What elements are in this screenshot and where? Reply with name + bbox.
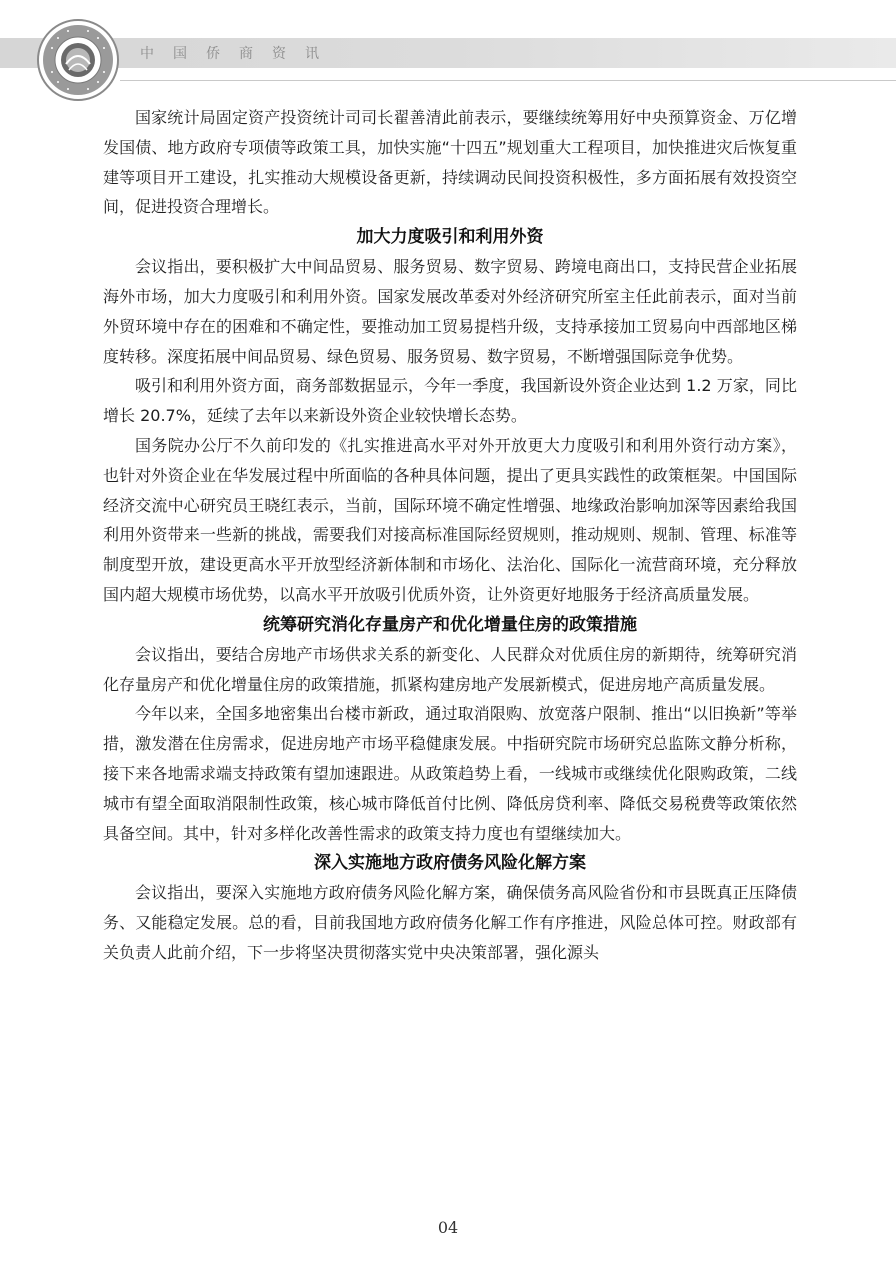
paragraph: 吸引和利用外资方面，商务部数据显示，今年一季度，我国新设外资企业达到 1.2 万家，同比增长 20.7%，延续了去年以来新设外资企业较快增长态势。 <box>103 376 797 426</box>
paragraph: 会议指出，要深入实施地方政府债务风险化解方案，确保债务高风险省份和市县既真正压降债务、又能稳定发展。总的看，目前我国地方政府债务化解工作有序推进，风险总体可控。财政部有关负责人此前介绍，下一步将坚决贯彻落实党中央决策部署，强化源头 <box>103 883 797 962</box>
section-heading: 统筹研究消化存量房产和优化增量住房的政策措施 <box>263 614 637 635</box>
article-body <box>103 103 797 968</box>
paragraph: 国务院办公厅不久前印发的《扎实推进高水平对外开放更大力度吸引和利用外资行动方案》，也针对外资企业在华发展过程中所面临的各种具体问题，提出了更具实践性的政策框架。中国国际经济交流中心研究员王晓红表示，当前，国际环境不确定性增强、地缘政治影响加深等因素给我国利用外资带来一些新的挑战，需要我们对接高标准国际经贸规则，推动规则、规制、管理、标准等制度型开放，建设更高水平开放型经济新体制和市场化、法治化、国际化一流营商环境，充分释放国内超大规模市场优势，以高水平开放吸引优质外资，让外资更好地服务于经济高质量发展。 <box>103 435 797 604</box>
paragraph: 今年以来，全国多地密集出台楼市新政，通过取消限购、放宽落户限制、推出“以旧换新”等举措，激发潜在住房需求，促进房地产市场平稳健康发展。中指研究院市场研究总监陈文静分析称，接下来各地需求端支持政策有望加速跟进。从政策趋势上看，一线城市或继续优化限购政策，二线城市有望全面取消限制性政策，核心城市降低首付比例、降低房贷利率、降低交易税费等政策依然具备空间。其中，针对多样化改善性需求的政策支持力度也有望继续加大。 <box>103 704 797 843</box>
header-band <box>0 38 896 68</box>
paragraph: 会议指出，要积极扩大中间品贸易、服务贸易、数字贸易、跨境电商出口，支持民营企业拓展海外市场，加大力度吸引和利用外资。国家发展改革委对外经济研究所室主任此前表示，面对当前外贸环境中存在的困难和不确定性，要推动加工贸易提档升级，支持承接加工贸易向中西部地区梯度转移。深度拓展中间品贸易、绿色贸易、服务贸易、数字贸易，不断增强国际竞争优势。 <box>103 257 797 366</box>
section-heading: 深入实施地方政府债务风险化解方案 <box>314 853 586 874</box>
seal-logo-icon <box>36 18 120 102</box>
section-heading: 加大力度吸引和利用外资 <box>356 227 544 248</box>
paragraph: 国家统计局固定资产投资统计司司长翟善清此前表示，要继续统筹用好中央预算资金、万亿增发国债、地方政府专项债等政策工具，加快实施“十四五”规划重大工程项目，加快推进灾后恢复重建等项目开工建设，扎实推动大规模设备更新，持续调动民间投资积极性，多方面拓展有效投资空间，促进投资合理增长。 <box>103 108 797 217</box>
page-number: 04 <box>437 1218 459 1237</box>
paragraph: 会议指出，要结合房地产市场供求关系的新变化、人民群众对优质住房的新期待，统筹研究消化存量房产和优化增量住房的政策措施，抓紧构建房地产发展新模式，促进房地产高质量发展。 <box>103 644 797 694</box>
running-header-title: 中国侨商资讯 <box>140 46 338 62</box>
header-divider <box>120 80 896 81</box>
